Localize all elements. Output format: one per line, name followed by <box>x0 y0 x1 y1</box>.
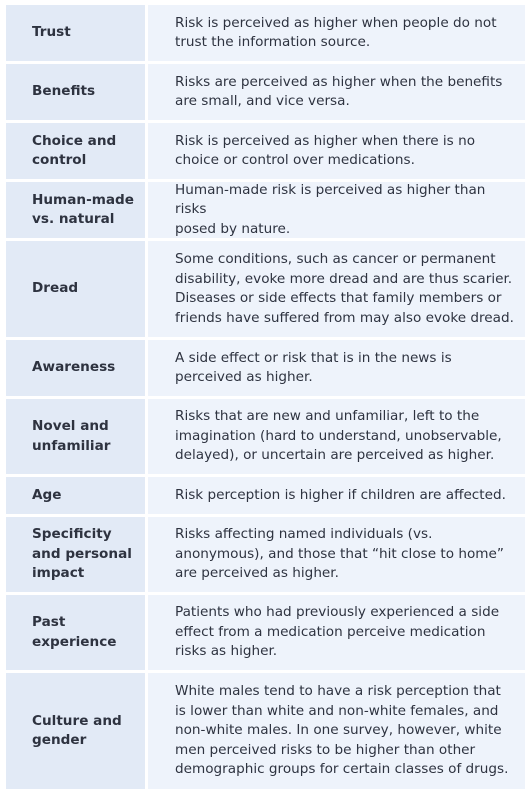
row-description-cell <box>148 517 525 592</box>
table-row <box>6 64 525 120</box>
row-label-cell <box>6 182 145 238</box>
table-row <box>6 182 525 238</box>
table-row <box>6 399 525 474</box>
risk-perception-table <box>6 5 525 789</box>
row-label: Benefits <box>32 83 96 100</box>
row-label: Age <box>32 486 62 503</box>
table-row <box>6 123 525 179</box>
table-row <box>6 595 525 670</box>
row-label: Awareness <box>32 359 116 376</box>
row-label-cell <box>6 241 145 337</box>
row-label: Choice and control <box>32 132 117 168</box>
row-description: Risk perception is higher if children are affected. <box>175 486 506 503</box>
row-label: Specificity and personal impact <box>32 526 132 582</box>
row-description-cell <box>148 64 525 120</box>
row-label-cell <box>6 595 145 670</box>
row-label-cell <box>6 340 145 396</box>
row-label: Human-made vs. natural <box>32 191 134 227</box>
row-label: Dread <box>32 280 79 297</box>
row-label: Culture and gender <box>32 712 122 748</box>
row-description: A side effect or risk that is in the news is perceived as higher. <box>175 349 452 385</box>
row-description-cell <box>148 340 525 396</box>
row-description: Some conditions, such as cancer or permanent disability, evoke more dread and are thus scarier. Diseases or side effects that family members or friends have suffered from may also evoke dread. <box>175 251 514 326</box>
row-description: White males tend to have a risk perception that is lower than white and non-white females, and non-white males. In one survey, however, white men perceived risks to be higher than other demographic groups for certain classes of drugs. <box>175 683 509 778</box>
row-label-cell <box>6 123 145 179</box>
row-label-cell <box>6 64 145 120</box>
row-description-cell <box>148 399 525 474</box>
row-description-cell <box>148 182 525 238</box>
table-row <box>6 477 525 514</box>
row-description: Patients who had previously experienced a side effect from a medication perceive medication risks as higher. <box>175 604 500 660</box>
row-description: Risks that are new and unfamiliar, left to the imagination (hard to understand, unobservable, delayed), or uncertain are perceived as higher. <box>175 408 502 464</box>
table-row <box>6 5 525 61</box>
row-label-cell <box>6 477 145 514</box>
row-label-cell <box>6 399 145 474</box>
row-label-cell <box>6 517 145 592</box>
row-label-cell <box>6 5 145 61</box>
row-description: Risk is perceived as higher when people do not trust the information source. <box>175 14 497 50</box>
row-description-cell <box>148 241 525 337</box>
row-description-cell <box>148 477 525 514</box>
row-description-cell <box>148 673 525 789</box>
table-row <box>6 517 525 592</box>
row-description: Risk is perceived as higher when there is no choice or control over medications. <box>175 132 476 168</box>
row-description-cell <box>148 5 525 61</box>
table-row <box>6 241 525 337</box>
table-row <box>6 340 525 396</box>
row-description: Risks are perceived as higher when the benefits are small, and vice versa. <box>175 73 503 109</box>
row-label: Trust <box>32 24 71 41</box>
row-description-cell <box>148 123 525 179</box>
row-description: Human-made risk is perceived as higher than risks posed by nature. <box>175 181 486 237</box>
row-label: Novel and unfamiliar <box>32 418 111 454</box>
row-description: Risks affecting named individuals (vs. anonymous), and those that “hit close to home” are perceived as higher. <box>175 526 504 582</box>
row-label-cell <box>6 673 145 789</box>
table-row <box>6 673 525 789</box>
row-label: Past experience <box>32 614 117 650</box>
row-description-cell <box>148 595 525 670</box>
